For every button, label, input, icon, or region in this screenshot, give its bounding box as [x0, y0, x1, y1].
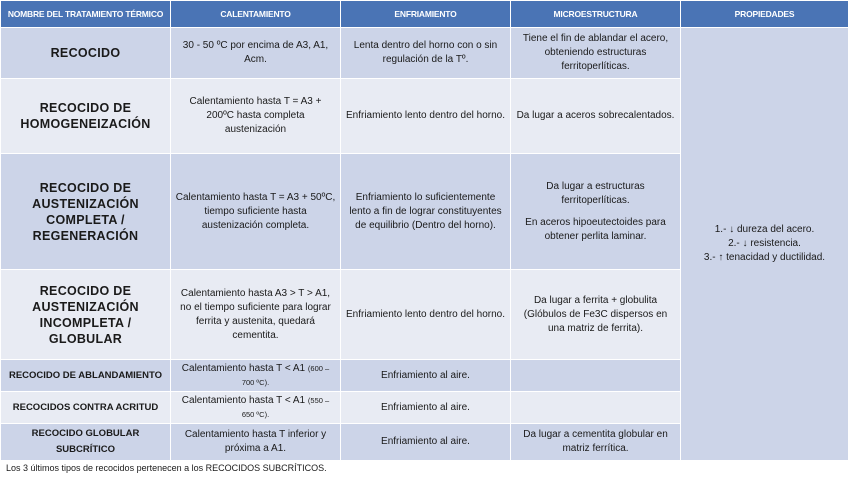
- microstructure-line: Da lugar a estructuras ferritoperlíticas.: [546, 180, 645, 206]
- table-row: [1, 28, 848, 79]
- temperature-range: (600 – 700 ºC).: [241, 363, 330, 387]
- microstructure-line: En aceros hipoeutectoides para obtener perlita laminar.: [525, 216, 666, 242]
- row-heating: 30 - 50 ºC por encima de A3, A1, Acm.: [171, 28, 341, 79]
- row-cooling: Enfriamiento al aire.: [341, 360, 511, 392]
- row-microstructure: [511, 360, 681, 392]
- header-microstructure: MICROESTRUCTURA: [511, 1, 681, 28]
- header-properties: PROPIEDADES: [681, 1, 848, 28]
- row-name: RECOCIDO DE AUSTENIZACIÓN INCOMPLETA / GLOBULAR: [1, 270, 171, 360]
- row-cooling: Enfriamiento al aire.: [341, 392, 511, 424]
- property-item: 1.- ↓ dureza del acero.: [714, 224, 815, 235]
- row-cooling: Lenta dentro del horno con o sin regulación de la Tº.: [341, 28, 511, 79]
- row-microstructure: Tiene el fin de ablandar el acero, obteniendo estructuras ferritoperlíticas.: [511, 28, 681, 79]
- properties-cell: [681, 28, 848, 461]
- header-cooling: ENFRIAMIENTO: [341, 1, 511, 28]
- row-microstructure: Da lugar a cementita globular en matriz ferrítica.: [511, 424, 681, 461]
- header-name: NOMBRE DEL TRATAMIENTO TÉRMICO: [1, 1, 171, 28]
- row-cooling: Enfriamiento al aire.: [341, 424, 511, 461]
- row-name: RECOCIDO DE HOMOGENEIZACIÓN: [1, 79, 171, 154]
- row-microstructure: [511, 154, 681, 270]
- row-microstructure: Da lugar a ferrita + globulita (Glóbulos de Fe3C dispersos en una matriz de ferrita).: [511, 270, 681, 360]
- row-name: RECOCIDO DE ABLANDAMIENTO: [1, 360, 171, 392]
- row-heating: Calentamiento hasta A3 > T > A1, no el tiempo suficiente para lograr ferrita y austenita, quedará cementita.: [171, 270, 341, 360]
- row-name: RECOCIDO GLOBULAR SUBCRÍTICO: [1, 424, 171, 461]
- row-microstructure: Da lugar a aceros sobrecalentados.: [511, 79, 681, 154]
- header-heating: CALENTAMIENTO: [171, 1, 341, 28]
- row-cooling: Enfriamiento lento dentro del horno.: [341, 270, 511, 360]
- row-name: RECOCIDOS CONTRA ACRITUD: [1, 392, 171, 424]
- row-heating: Calentamiento hasta T = A3 + 200ºC hasta completa austenización: [171, 79, 341, 154]
- row-heating: Calentamiento hasta T < A1 (550 – 650 ºC).: [171, 392, 341, 424]
- row-heating: Calentamiento hasta T inferior y próxima a A1.: [171, 424, 341, 461]
- row-name: RECOCIDO: [1, 28, 171, 79]
- row-name: RECOCIDO DE AUSTENIZACIÓN COMPLETA / REGENERACIÓN: [1, 154, 171, 270]
- row-heating: Calentamiento hasta T < A1 (600 – 700 ºC).: [171, 360, 341, 392]
- footnote: Los 3 últimos tipos de recocidos pertenecen a los RECOCIDOS SUBCRÍTICOS.: [6, 463, 327, 473]
- property-item: 2.- ↓ resistencia.: [728, 238, 801, 249]
- temperature-range: (550 – 650 ºC).: [241, 395, 330, 419]
- row-cooling: Enfriamiento lo suficientemente lento a fin de lograr constituyentes de equilibrio (Dentro del horno).: [341, 154, 511, 270]
- row-cooling: Enfriamiento lento dentro del horno.: [341, 79, 511, 154]
- property-item: 3.- ↑ tenacidad y ductilidad.: [703, 252, 826, 263]
- row-heating: Calentamiento hasta T = A3 + 50ºC, tiempo suficiente hasta austenización completa.: [171, 154, 341, 270]
- header-row: [1, 1, 848, 28]
- row-microstructure: [511, 392, 681, 424]
